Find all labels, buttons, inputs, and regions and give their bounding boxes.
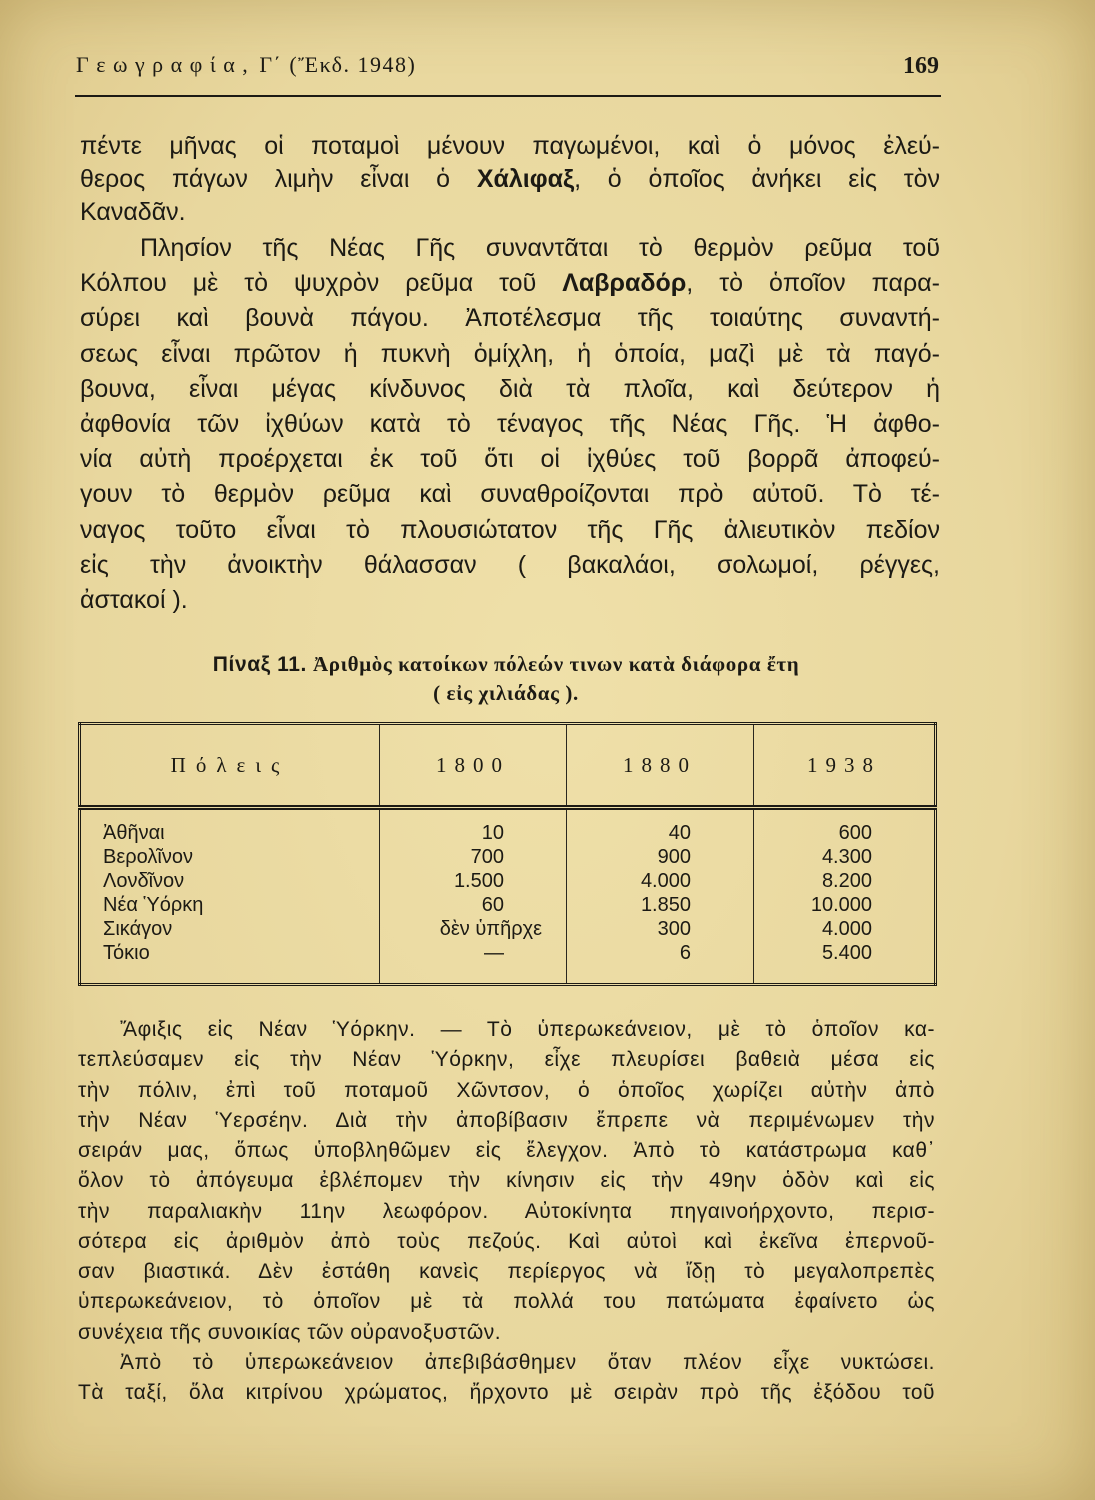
table-row bbox=[80, 917, 936, 941]
population-1880: 1.850 bbox=[567, 893, 754, 917]
population-1880: 6 bbox=[567, 941, 754, 985]
text-line: τὴν παραλιακὴν 11ην λεωφόρον. Αὐτοκίνητα πηγαινοήρχοντο, περισ- bbox=[78, 1199, 935, 1223]
city-name: Σικάγον bbox=[103, 918, 173, 940]
text-line: ἀφθονία τῶν ἰχθύων κατὰ τὸ τέναγος τῆς Νέας Γῆς. Ἡ ἀφθο- bbox=[80, 410, 940, 439]
population-1800: — bbox=[380, 941, 567, 985]
text-line: πέντε μῆνας οἱ ποταμοὶ μένουν παγωμένοι, καὶ ὁ μόνος ἐλεύ- bbox=[80, 132, 940, 160]
text-line: σαν βιαστικά. Δὲν ἐστάθη κανεὶς περίεργος νὰ ἴδῃ τὸ μεγαλοπρεπὲς bbox=[78, 1260, 935, 1283]
table-number: Πίναξ 11. bbox=[212, 653, 307, 676]
table-row bbox=[80, 808, 936, 846]
column-header-cities: Πόλεις bbox=[80, 724, 380, 808]
text-line: σεως εἶναι πρῶτον ἡ πυκνὴ ὁμίχλη, ἡ ὁποία, μαζὶ μὲ τὰ παγό- bbox=[80, 339, 940, 368]
population-1880: 40 bbox=[567, 808, 754, 846]
population-1938: 5.400 bbox=[754, 941, 936, 985]
paragraph bbox=[78, 1015, 935, 1348]
table-header-row bbox=[80, 724, 936, 808]
population-1880: 300 bbox=[567, 917, 754, 941]
table-row bbox=[80, 893, 936, 917]
table-caption bbox=[78, 650, 934, 707]
text-line: ἀστακοί ). bbox=[80, 586, 188, 615]
text-segment: θερος πάγων λιμὴν εἶναι ὁ bbox=[80, 165, 477, 193]
text-line: εἰς τὴν ἀνοικτὴν θάλασσαν ( βακαλάοι, σολωμοί, ρέγγες, bbox=[80, 550, 940, 579]
text-segment: , ὁ ὁποῖος ἀνήκει εἰς τὸν bbox=[574, 165, 941, 193]
text-line: συνέχεια τῆς συνοικίας τῶν οὐρανοξυστῶν. bbox=[78, 1320, 502, 1344]
population-1880: 900 bbox=[567, 845, 754, 869]
text-line: ὅλον τὸ ἀπόγευμα ἐβλέπομεν τὴν κίνησιν εἰς τὴν 49ην ὁδὸν καὶ εἰς bbox=[78, 1169, 935, 1193]
population-1938: 4.300 bbox=[754, 845, 936, 869]
population-1938: 8.200 bbox=[754, 869, 936, 893]
edition-label: Γ΄ (Ἔκδ. 1948) bbox=[259, 52, 417, 77]
page-number: 169 bbox=[903, 53, 939, 79]
population-1938: 4.000 bbox=[754, 917, 936, 941]
running-head bbox=[76, 50, 416, 80]
paragraph bbox=[78, 1348, 935, 1409]
city-name: Λονδῖνον bbox=[103, 870, 185, 892]
population-table bbox=[78, 722, 937, 986]
text-line: τὴν πόλιν, ἐπὶ τοῦ ποταμοῦ Χῶντσον, ὁ ὁποῖος χωρίζει αὐτὴν ἀπὸ bbox=[78, 1078, 935, 1102]
text-line bbox=[80, 163, 940, 196]
table-row bbox=[80, 941, 936, 985]
text-line: Πλησίον τῆς Νέας Γῆς συναντᾶται τὸ θερμὸν ρεῦμα τοῦ bbox=[140, 234, 940, 262]
city-name: Νέα Ὑόρκη bbox=[103, 894, 204, 916]
population-1800: 60 bbox=[380, 893, 567, 917]
text-segment: , τὸ ὁποῖον παρα- bbox=[686, 269, 940, 298]
population-1938: 10.000 bbox=[754, 893, 936, 917]
text-line: Ἀπὸ τὸ ὑπερωκεάνειον ἀπεβιβάσθημεν ὅταν πλέον εἶχε νυκτώσει. bbox=[120, 1350, 935, 1374]
text-line: σότερα εἰς ἀριθμὸν ἀπὸ τοὺς πεζούς. Καὶ αὐτοὶ καὶ ἐκεῖνα ἐπερνοῦ- bbox=[78, 1229, 935, 1253]
population-1800: 1.500 bbox=[380, 869, 567, 893]
text-line: τὴν Νέαν Ὑερσέην. Διὰ τὴν ἀποβίβασιν ἔπρεπε νὰ περιμένωμεν τὴν bbox=[78, 1108, 935, 1132]
city-name: Τόκιο bbox=[103, 942, 150, 964]
text-line: ναγος τοῦτο εἶναι τὸ πλουσιώτατον τῆς Γῆς ἁλιευτικὸν πεδίον bbox=[80, 515, 940, 544]
text-line bbox=[80, 266, 940, 301]
text-line: Καναδᾶν. bbox=[80, 198, 186, 226]
population-1800: 10 bbox=[380, 808, 567, 846]
bold-place-name: Λαβραδόρ bbox=[562, 269, 687, 298]
text-line: βουνα, εἶναι μέγας κίνδυνος διὰ τὰ πλοῖα, καὶ δεύτερον ἡ bbox=[80, 374, 940, 403]
table-row bbox=[80, 845, 936, 869]
table-unit-note: ( εἰς χιλιάδας ). bbox=[433, 681, 579, 705]
city-name: Βερολῖνον bbox=[103, 846, 193, 868]
column-header-1880: 1880 bbox=[567, 724, 754, 808]
population-1880: 4.000 bbox=[567, 869, 754, 893]
text-line: σύρει καὶ βουνὰ πάγου. Ἀποτέλεσμα τῆς τοιαύτης συναντή- bbox=[80, 304, 940, 333]
city-name: Ἀθῆναι bbox=[103, 822, 165, 844]
population-1938: 600 bbox=[754, 808, 936, 846]
table-row bbox=[80, 869, 936, 893]
text-line: Τὰ ταξί, ὅλα κιτρίνου χρώματος, ἤρχοντο μὲ σειρὰν πρὸ τῆς ἐξόδου τοῦ bbox=[78, 1381, 935, 1404]
bold-place-name: Χάλιφαξ bbox=[476, 165, 575, 193]
text-line: νία αὐτὴ προέρχεται ἐκ τοῦ ὅτι οἱ ἰχθύες τοῦ βορρᾶ ἀποφεύ- bbox=[80, 445, 940, 474]
population-1800: 700 bbox=[380, 845, 567, 869]
column-header-1800: 1800 bbox=[380, 724, 567, 808]
text-line: γουν τὸ θερμὸν ρεῦμα καὶ συναθροίζονται πρὸ αὐτοῦ. Τὸ τέ- bbox=[80, 480, 940, 509]
header-rule bbox=[75, 95, 941, 97]
table-title: Ἀριθμὸς κατοίκων πόλεών τινων κατὰ διάφορα ἔτη bbox=[312, 652, 800, 676]
book-title: Γεωγραφία, bbox=[76, 52, 256, 77]
paragraph bbox=[80, 231, 940, 618]
text-line: ὑπερωκεάνειον, τὸ ὁποῖον μὲ τὰ πολλά του πατώματα ἐφαίνετο ὡς bbox=[78, 1290, 935, 1314]
column-header-1938: 1938 bbox=[754, 724, 936, 808]
population-1800: δὲν ὑπῆρχε bbox=[380, 917, 567, 941]
text-segment: Κόλπου μὲ τὸ ψυχρὸν ρεῦμα τοῦ bbox=[80, 269, 563, 298]
paragraph bbox=[80, 130, 940, 229]
caption-line bbox=[78, 650, 934, 679]
reading-passage bbox=[78, 1015, 935, 1408]
text-line: σειράν μας, ὅπως ὑποβληθῶμεν εἰς ἔλεγχον. Ἀπὸ τὸ κατάστρωμα καθ᾽ bbox=[78, 1139, 935, 1162]
text-line: Ἄφιξις εἰς Νέαν Ὑόρκην. — Τὸ ὑπερωκεάνειον, μὲ τὸ ὁποῖον κα- bbox=[120, 1018, 935, 1041]
text-line: τεπλεύσαμεν εἰς τὴν Νέαν Ὑόρκην, εἶχε πλευρίσει βαθειὰ μέσα εἰς bbox=[78, 1048, 935, 1072]
